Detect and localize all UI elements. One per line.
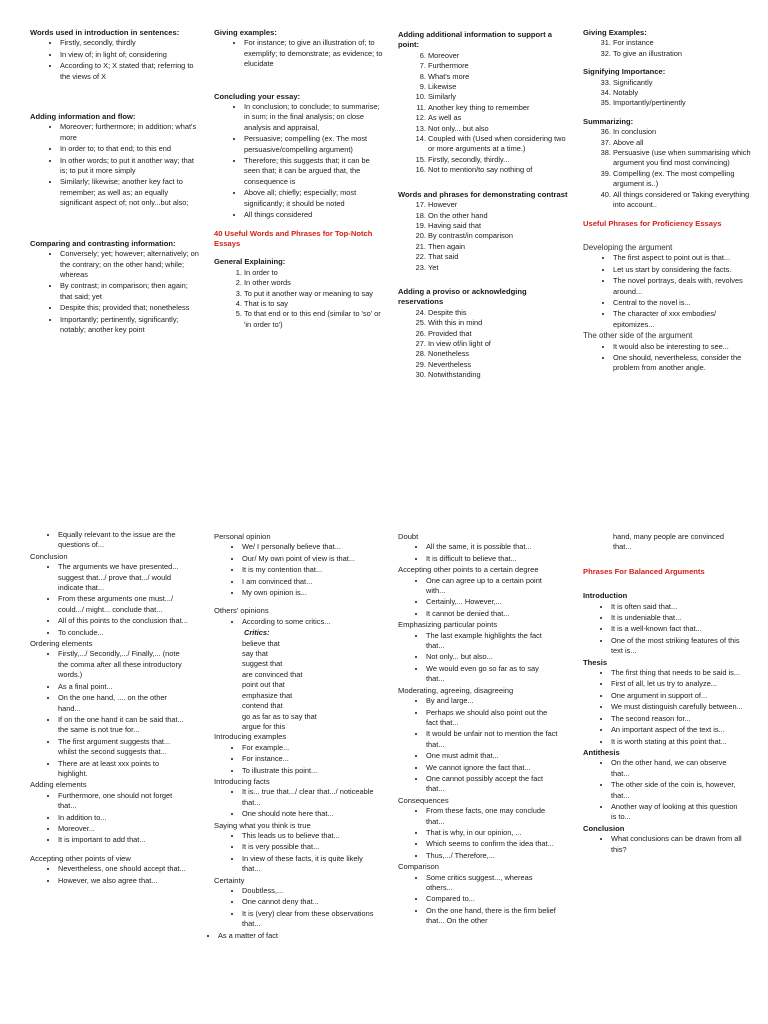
heading-signifying-importance: Signifying Importance:	[583, 67, 666, 77]
list-item: 23. Yet	[428, 263, 570, 273]
list-item: suggest that	[242, 659, 283, 669]
list-adding-information	[30, 122, 202, 208]
list-conclusion-2	[583, 834, 743, 855]
list-item: • All things considered	[244, 210, 386, 220]
list-item: • Let us start by considering the facts.	[613, 265, 755, 275]
list-conclusion	[30, 562, 188, 638]
list-item: 34. Notably	[613, 88, 755, 98]
list-item: are convinced that	[242, 669, 303, 679]
list-item: • As a final point...	[58, 682, 188, 692]
heading-conclusion: Conclusion	[30, 551, 68, 561]
list-adding-elements	[30, 791, 188, 846]
list-item: argue for this	[242, 721, 286, 731]
list-item: • For instance; to give an illustration of; to exemplify; to demonstrate; as evidence; to elucidate	[244, 38, 386, 69]
list-item: 5. To that end or to this end (similar to 'so' or 'in order to')	[244, 309, 386, 330]
heading-adding-elements: Adding elements	[30, 780, 87, 790]
list-item: • This leads us to believe that...	[242, 831, 374, 841]
list-item: 17. However	[428, 200, 570, 210]
list-item: • Thus,.../ Therefore,...	[426, 851, 558, 861]
list-item: • According to some critics...	[242, 617, 374, 627]
bottom-column-2	[214, 532, 374, 942]
list-item: 8. What's more	[428, 72, 570, 82]
list-item: • Certainly,... However,...	[426, 597, 558, 607]
list-item: • If on the one hand it can be said that... the same is not true for...	[58, 715, 188, 736]
heading-emphasizing: Emphasizing particular points	[398, 620, 498, 630]
list-item: • The last example highlights the fact that...	[426, 631, 558, 652]
bottom-column-1	[30, 530, 188, 887]
continued-text: hand, many people are convinced that...	[613, 532, 724, 552]
list-item: • According to X; X stated that; referring to the views of X	[60, 61, 202, 82]
list-item: • For example...	[242, 743, 374, 753]
list-item: • It is undeniable that...	[611, 613, 743, 623]
list-doubt	[398, 542, 558, 564]
list-item: • Firstly, secondly, thirdly	[60, 38, 202, 48]
list-item: • Moreover; furthermore; in addition; what's more	[60, 122, 202, 143]
list-item: • As a matter of fact	[218, 931, 374, 941]
list-item: 10. Similarly	[428, 92, 570, 102]
list-item: 19. Having said that	[428, 221, 570, 231]
list-item: 33. Significantly	[613, 78, 755, 88]
heading-comparison: Comparison	[398, 862, 439, 872]
list-item: • Furthermore, one should not forget that...	[58, 791, 188, 812]
list-item: • It is my contention that...	[242, 565, 374, 575]
list-item: • Doubtless,...	[242, 886, 374, 896]
column-1	[30, 28, 202, 336]
list-item: • From these arguments one must.../ could.../ might... conclude that...	[58, 594, 188, 615]
list-item: 3. To put it another way or meaning to say	[244, 289, 386, 299]
heading-balanced-arguments: Phrases For Balanced Arguments	[583, 566, 705, 576]
list-adding-proviso	[398, 308, 570, 381]
list-item: • In view of these facts, it is quite likely that...	[242, 854, 374, 875]
list-item: • All of this points to the conclusion that...	[58, 616, 188, 626]
list-item: • In conclusion; to conclude; to summarise; in sum; in the final analysis; on close analysis and appraisal,	[244, 102, 386, 133]
list-introduction	[583, 602, 743, 657]
heading-what-you-think: Saying what you think is true	[214, 820, 311, 830]
list-equally-relevant	[30, 530, 188, 551]
list-item: • One cannot deny that...	[242, 897, 374, 907]
list-giving-examples	[214, 38, 386, 69]
list-item: 11. Another key thing to remember	[428, 103, 570, 113]
heading-consequences: Consequences	[398, 795, 449, 805]
list-item: go as far as to say that	[242, 711, 317, 721]
list-item: • Importantly; pertinently, significantly; notably; another key point	[60, 315, 202, 336]
list-item: 1. In order to	[244, 268, 386, 278]
heading-giving-examples-2: Giving Examples:	[583, 28, 647, 37]
list-item: • Not only... but also...	[426, 652, 558, 662]
list-item: • It is very possible that...	[242, 842, 374, 852]
heading-adding-proviso: Adding a proviso or acknowledging reservations	[398, 286, 527, 307]
list-item: • Another way of looking at this question is to...	[611, 802, 743, 823]
list-item: • It is important to add that...	[58, 835, 188, 845]
list-item: • To conclude...	[58, 628, 188, 638]
list-item: • Despite this; provided that; nonetheless	[60, 303, 202, 313]
list-others-opinions	[214, 617, 374, 627]
list-item: • My own opinion is...	[242, 588, 374, 598]
list-item: • Firstly,.../ Secondly,.../ Finally,... (note the comma after all these introductory words.)	[58, 649, 188, 680]
heading-conclusion-2: Conclusion	[583, 823, 625, 833]
list-item: 40. All things considered or Taking everything into account..	[613, 190, 755, 211]
list-emphasizing	[398, 631, 558, 685]
list-item: • The arguments we have presented... suggest that.../ prove that.../ would indicate that...	[58, 562, 188, 593]
list-consequences	[398, 806, 558, 861]
list-item: 15. Firstly, secondly, thirdly...	[428, 155, 570, 165]
list-item: • The first argument suggests that... whilst the second suggests that...	[58, 737, 188, 758]
list-item: • Equally relevant to the issue are the questions of...	[58, 530, 188, 551]
list-item: • Conversely; yet; however; alternatively; on the contrary; on the other hand; while; whereas	[60, 249, 202, 280]
list-item: • It is (very) clear from these observations that...	[242, 909, 374, 930]
column-4	[583, 28, 755, 375]
heading-intro-sentences: Words used in introduction in sentences:	[30, 28, 180, 37]
list-critics	[214, 639, 374, 733]
list-item: 26. Provided that	[428, 329, 570, 339]
heading-accepting-points: Accepting other points to a certain degree	[398, 565, 539, 575]
list-what-you-think	[214, 831, 374, 875]
bottom-column-4	[583, 532, 743, 856]
heading-comparing-contrasting: Comparing and contrasting information:	[30, 238, 176, 248]
list-comparison	[398, 873, 558, 927]
list-item: 36. In conclusion	[613, 127, 755, 137]
list-item: • It is a well-known fact that...	[611, 624, 743, 634]
list-concluding-essay	[214, 102, 386, 220]
list-introducing-examples	[214, 743, 374, 776]
list-item: 16. Not to mention/to say nothing of	[428, 165, 570, 175]
list-intro-sentences	[30, 38, 202, 82]
list-item: 7. Furthermore	[428, 61, 570, 71]
list-item: • One of the most striking features of this text is...	[611, 636, 743, 657]
list-general-explaining	[214, 268, 386, 330]
column-2	[214, 28, 386, 330]
list-comparing-contrasting	[30, 249, 202, 335]
list-item: • Some critics suggest..., whereas others...	[426, 873, 558, 894]
list-item: • In view of; in light of; considering	[60, 50, 202, 60]
list-item: • Similarly; likewise; another key fact to remember; as well as; an equally significant aspect of; not only...but also;	[60, 177, 202, 208]
list-item: 28. Nonetheless	[428, 349, 570, 359]
list-ordering-elements	[30, 649, 188, 779]
list-item: • All the same, it is possible that...	[426, 542, 558, 552]
list-item: 32. To give an illustration	[613, 49, 755, 59]
list-item: 13. Not only... but also	[428, 124, 570, 134]
list-item: • An important aspect of the text is...	[611, 725, 743, 735]
list-item: • First of all, let us try to analyze...	[611, 679, 743, 689]
list-adding-additional-info	[398, 51, 570, 176]
list-personal-opinion	[214, 542, 374, 598]
heading-certainty: Certainty	[214, 875, 245, 885]
list-item: • From these facts, one may conclude that...	[426, 806, 558, 827]
list-item: • We must distinguish carefully between...	[611, 702, 743, 712]
list-signifying-importance	[583, 78, 755, 109]
list-item: • One cannot possibly accept the fact that...	[426, 774, 558, 795]
list-item: • In addition to...	[58, 813, 188, 823]
list-item: • However, we also agree that...	[58, 876, 188, 886]
list-item: • Moreover...	[58, 824, 188, 834]
list-item: • We would even go so far as to say that...	[426, 664, 558, 685]
heading-moderating: Moderating, agreeing, disagreeing	[398, 685, 514, 695]
list-demonstrating-contrast	[398, 200, 570, 273]
list-item: 21. Then again	[428, 242, 570, 252]
list-item: • Above all; chiefly; especially; most significantly; it should be noted	[244, 188, 386, 209]
list-item: • It is often said that...	[611, 602, 743, 612]
list-item: 4. That is to say	[244, 299, 386, 309]
list-item: 9. Likewise	[428, 82, 570, 92]
list-item: • We/ I personally believe that...	[242, 542, 374, 552]
list-item: 12. As well as	[428, 113, 570, 123]
heading-demonstrating-contrast: Words and phrases for demonstrating contrast	[398, 189, 568, 199]
list-item: • By contrast; in comparison; then again; that said; yet	[60, 281, 202, 302]
list-item: • It would be unfair not to mention the fact that...	[426, 729, 558, 750]
list-item: 31. For instance	[613, 38, 755, 48]
list-other-side-argument	[583, 342, 755, 374]
list-item: • It is difficult to believe that...	[426, 554, 558, 564]
heading-proficiency-essays: Useful Phrases for Proficiency Essays	[583, 218, 722, 228]
list-item: • The first aspect to point out is that...	[613, 253, 755, 263]
list-item: • Compared to...	[426, 894, 558, 904]
list-item: say that	[242, 649, 268, 659]
list-summarizing	[583, 127, 755, 210]
list-item: believe that	[242, 638, 280, 648]
list-antithesis	[583, 758, 743, 822]
list-item: • By and large...	[426, 696, 558, 706]
list-item: • The other side of the coin is, however, that...	[611, 780, 743, 801]
list-item: • One argument in support of...	[611, 691, 743, 701]
list-item: point out that	[242, 680, 285, 690]
list-item: emphasize that	[242, 690, 293, 700]
list-item: 22. That said	[428, 252, 570, 262]
list-item: 35. Importantly/pertinently	[613, 98, 755, 108]
heading-accepting-views: Accepting other points of view	[30, 853, 131, 863]
list-item: 2. In other words	[244, 278, 386, 288]
list-item: • The novel portrays, deals with, revolves around...	[613, 276, 755, 297]
list-giving-examples-2	[583, 38, 755, 59]
heading-introduction: Introduction	[583, 591, 628, 601]
heading-summarizing: Summarizing:	[583, 116, 634, 126]
heading-developing-argument: Developing the argument	[583, 242, 673, 252]
list-item: • It would also be interesting to see...	[613, 342, 755, 352]
list-item: • Persuasive; compelling (ex. The most persuasive/compelling argument)	[244, 134, 386, 155]
list-item: • The character of xxx embodies/ epitomizes...	[613, 309, 755, 330]
list-item: • On the one hand, there is the firm belief that... On the other	[426, 906, 558, 927]
list-accepting-views	[30, 864, 188, 886]
list-accepting-points	[398, 576, 558, 620]
list-item: 20. By contrast/in comparison	[428, 231, 570, 241]
list-item: 25. With this in mind	[428, 318, 570, 328]
list-item: • I am convinced that...	[242, 577, 374, 587]
heading-others-opinions: Others' opinions	[214, 606, 269, 616]
column-3	[398, 30, 570, 381]
list-item: • One must admit that...	[426, 751, 558, 761]
heading-thesis: Thesis	[583, 657, 608, 667]
list-introducing-facts	[214, 787, 374, 819]
heading-giving-examples: Giving examples:	[214, 28, 277, 37]
list-item: • One should, nevertheless, consider the problem from another angle.	[613, 353, 755, 374]
heading-doubt: Doubt	[398, 532, 419, 541]
list-item: • It cannot be denied that...	[426, 609, 558, 619]
list-item: 29. Nevertheless	[428, 360, 570, 370]
list-item: • The first thing that needs to be said is...	[611, 668, 743, 678]
heading-introducing-examples: Introducing examples	[214, 732, 287, 742]
heading-adding-information: Adding information and flow:	[30, 112, 136, 122]
heading-introducing-facts: Introducing facts	[214, 776, 270, 786]
list-item: • Central to the novel is...	[613, 298, 755, 308]
list-item: 14. Coupled with (Used when considering two or more arguments at a time.)	[428, 134, 570, 155]
list-moderating	[398, 696, 558, 795]
list-item: • On the other hand, we can observe that...	[611, 758, 743, 779]
list-item: 27. In view of/in light of	[428, 339, 570, 349]
heading-antithesis: Antithesis	[583, 747, 620, 757]
list-item: 39. Compelling (ex. The most compelling argument is..)	[613, 169, 755, 190]
list-thesis	[583, 668, 743, 747]
list-certainty	[214, 886, 374, 930]
list-item: • In other words; to put it another way; that is; to put it more simply	[60, 156, 202, 177]
list-item: • There are at least xxx points to highlight.	[58, 759, 188, 780]
list-item: • The second reason for...	[611, 714, 743, 724]
heading-ordering-elements: Ordering elements	[30, 639, 93, 649]
list-item: • We cannot ignore the fact that...	[426, 763, 558, 773]
list-item: • Nevertheless, one should accept that...	[58, 864, 188, 874]
heading-other-side-argument: The other side of the argument	[583, 331, 693, 341]
list-item: • Our/ My own point of view is that...	[242, 554, 374, 564]
bottom-column-3	[398, 532, 558, 928]
list-item: • For instance...	[242, 754, 374, 764]
list-item: • What conclusions can be drawn from all this?	[611, 834, 743, 855]
list-item: • That is why, in our opinion, ...	[426, 828, 558, 838]
list-item: • On the one hand, .... on the other hand...	[58, 693, 188, 714]
list-item: • Perhaps we should also point out the fact that...	[426, 708, 558, 729]
critics-label: Critics:	[244, 628, 270, 638]
heading-40-useful-words: 40 Useful Words and Phrases for Top-Notch Essays	[214, 228, 373, 248]
list-item: • Which seems to confirm the idea that...	[426, 839, 558, 849]
list-item: • It is worth stating at this point that...	[611, 737, 743, 747]
list-item: • It is... true that.../ clear that.../ noticeable that...	[242, 787, 374, 808]
list-item: • One should note here that...	[242, 809, 374, 819]
list-item: • In order to; to that end; to this end	[60, 144, 202, 154]
list-item: • One can agree up to a certain point with...	[426, 576, 558, 597]
list-item: 6. Moreover	[428, 51, 570, 61]
list-item: 37. Above all	[613, 138, 755, 148]
heading-personal-opinion: Personal opinion	[214, 532, 271, 541]
list-item: • Therefore; this suggests that; it can be seen that; it can be argued that, the consequence is	[244, 156, 386, 187]
heading-concluding-essay: Concluding your essay:	[214, 91, 301, 101]
list-item: 38. Persuasive (use when summarising which argument you find most convincing)	[613, 148, 755, 169]
heading-adding-additional-info: Adding additional information to support a point:	[398, 30, 552, 50]
list-item: • To illustrate this point...	[242, 766, 374, 776]
list-item: 30. Notwithstanding	[428, 370, 570, 380]
list-item: 24. Despite this	[428, 308, 570, 318]
heading-general-explaining: General Explaining:	[214, 257, 286, 267]
list-developing-argument	[583, 253, 755, 330]
list-matter-of-fact	[214, 931, 374, 941]
list-item: contend that	[242, 701, 283, 711]
list-item: 18. On the other hand	[428, 211, 570, 221]
